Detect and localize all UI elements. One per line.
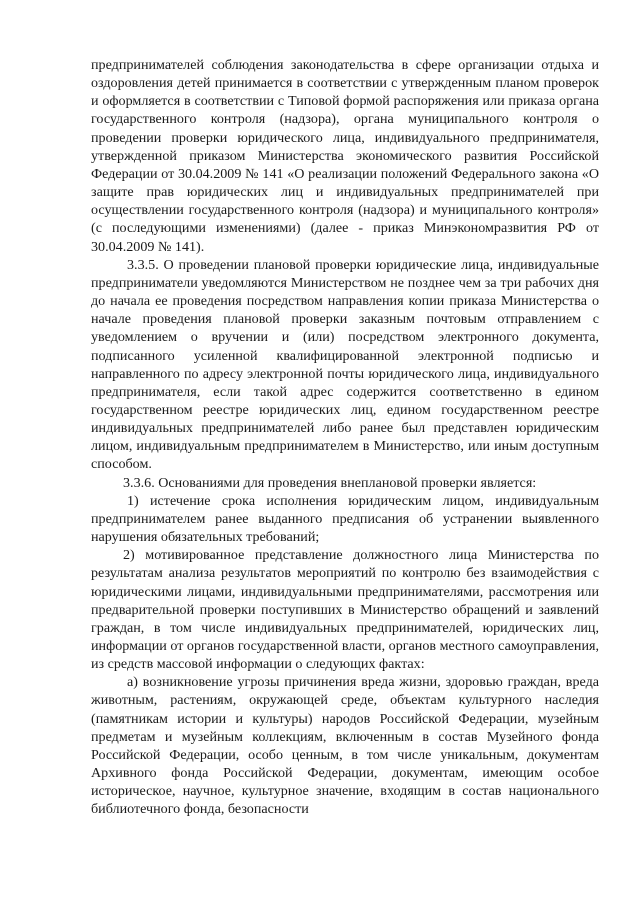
paragraph-3-3-6: 3.3.6. Основаниями для проведения внеплановой проверки является: bbox=[123, 474, 537, 491]
paragraph-continuation: предпринимателей соблюдения законодательства в сфере организации отдыха и оздоровления детей принимается в соответствии с утвержденным планом проверок и оформляется в соответствии с Типовой формой распоряжения или приказа органа государственного контроля (надзора), органа муниципального контроля о проведении проверки юридического лица, индивидуального предпринимателя, утвержденной приказом Министерства экономического развития Российской Федерации от 30.04.2009 № 141 «О реализации положений Федерального закона «О защите прав юридических лиц и индивидуальных предпринимателей при осуществлении государственного контроля (надзора) и муниципального контроля» (с последующими изменениями) (далее - приказ Минэкономразвития РФ от 30.04.2009 № 141). bbox=[91, 57, 599, 255]
paragraph-3-3-5: 3.3.5. О проведении плановой проверки юридические лица, индивидуальные предприниматели уведомляются Министерством не позднее чем за три рабочих дня до начала ее проведения посредством направления копии приказа Министерства о начале проведения плановой проверки заказным почтовым отправлением с уведомлением о вручении и (или) посредством электронного документа, подписанного усиленной квалифицированной электронной подписью и направленного по адресу электронной почты юридического лица, индивидуального предпринимателя, если такой адрес содержится соответственно в едином государственном реестре юридических лиц, едином государственном реестре индивидуальных предпринимателей либо ранее был представлен юридическим лицом, индивидуальным предпринимателем в Министерство, или иным доступным способом. bbox=[91, 256, 599, 473]
list-item-2: 2) мотивированное представление должностного лица Министерства по результатам анализа результатов мероприятий по контролю без взаимодействия с юридическими лицами, индивидуальными предпринимателями, рассмотрения или предварительной проверки поступивших в Министерство обращений и заявлений граждан, в том числе индивидуальных предпринимателей, юридических лиц, информации от органов государственной власти, органов местного самоуправления, из средств массовой информации о следующих фактах: bbox=[91, 547, 599, 673]
document-body bbox=[91, 56, 599, 819]
list-item-1: 1) истечение срока исполнения юридическим лицом, индивидуальным предпринимателем ранее выданного предписания об устранении выявленного нарушения обязательных требований; bbox=[91, 492, 599, 546]
list-item-a: а) возникновение угрозы причинения вреда жизни, здоровью граждан, вреда животным, растениям, окружающей среде, объектам культурного наследия (памятникам истории и культуры) народов Российской Федерации, музейным предметам и музейным коллекциям, включенным в состав Музейного фонда Российской Федерации, особо ценным, в том числе уникальным, документам Архивного фонда Российской Федерации, документам, имеющим особое историческое, научное, культурное значение, входящим в состав национального библиотечного фонда, безопасности bbox=[91, 674, 599, 818]
